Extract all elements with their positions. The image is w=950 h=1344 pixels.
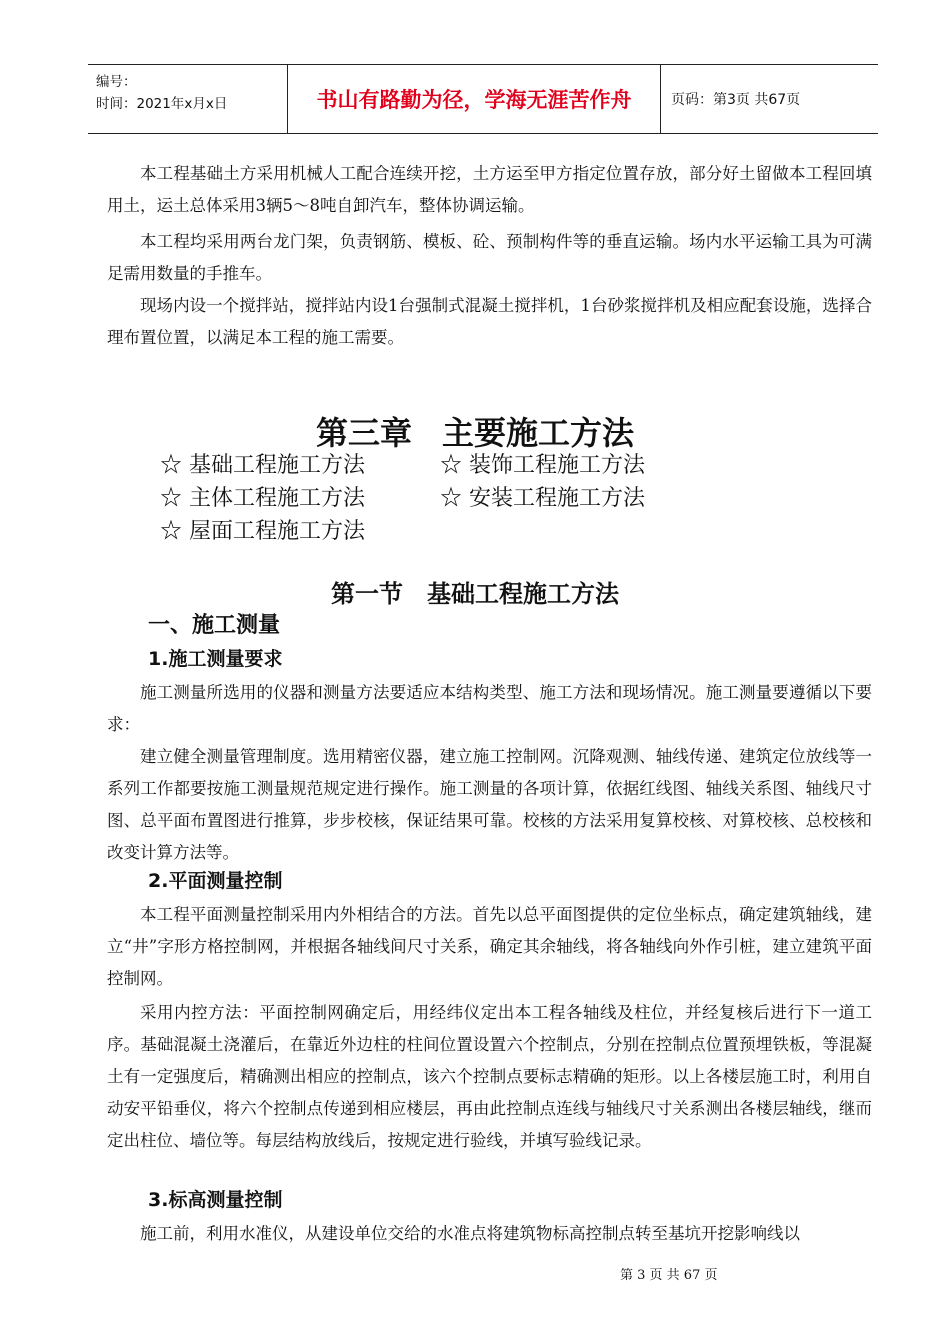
header-time: 时间：2021年x月x日	[96, 96, 228, 112]
chapter-name: 主要施工方法	[442, 414, 635, 452]
paragraph: 采用内控方法：平面控制网确定后，用经纬仪定出本工程各轴线及柱位，并经复核后进行下一道工序。基础混凝土浇灌后，在靠近外边柱的柱间位置设置六个控制点，分别在控制点位置预埋铁板，等混凝土有一定强度后，精确测出相应的控制点，该六个控制点要标志精确的矩形。以上各楼层施工时，利用自动安平铅垂仪，将六个控制点传递到相应楼层，再由此控制点连线与轴线尺寸关系测出各楼层轴线，继而定出柱位、墙位等。每层结构放线后，按规定进行验线，并填写验线记录。	[107, 1003, 872, 1150]
header-motto: 书山有路勤为径，学海无涯苦作舟	[288, 65, 661, 133]
header-number: 编号：	[96, 74, 137, 90]
subsection-heading: 一、施工测量	[148, 612, 281, 638]
paragraph: 施工测量所选用的仪器和测量方法要适应本结构类型、施工方法和现场情况。施工测量要遵循以下要求：	[107, 683, 872, 734]
section-title	[0, 574, 950, 609]
header-meta	[88, 65, 288, 133]
paragraph: 本工程基础土方采用机械人工配合连续开挖，土方运至甲方指定位置存放，部分好土留做本工程回填用土，运土总体采用3辆5～8吨自卸汽车，整体协调运输。	[107, 164, 872, 215]
page-header	[88, 64, 878, 134]
item-heading: 1.施工测量要求	[148, 648, 283, 670]
paragraph: 本工程均采用两台龙门架，负责钢筋、模板、砼、预制构件等的垂直运输。场内水平运输工具为可满足需用数量的手推车。	[107, 232, 872, 283]
toc-item: ☆ 基础工程施工方法	[160, 453, 365, 478]
chapter-number: 第三章	[315, 414, 412, 452]
page-footer: 第 3 页 共 67 页	[620, 1268, 718, 1283]
item-heading: 3.标高测量控制	[148, 1189, 283, 1211]
paragraph: 施工前，利用水准仪，从建设单位交给的水准点将建筑物标高控制点转至基坑开挖影响线以	[140, 1224, 800, 1243]
paragraph: 现场内设一个搅拌站，搅拌站内设1台强制式混凝土搅拌机，1台砂浆搅拌机及相应配套设施，选择合理布置位置，以满足本工程的施工需要。	[107, 296, 872, 347]
section-name: 基础工程施工方法	[427, 579, 619, 608]
toc-item: ☆ 安装工程施工方法	[440, 486, 645, 511]
header-page-info: 页码：第3页 共67页	[671, 92, 801, 108]
paragraph: 建立健全测量管理制度。选用精密仪器，建立施工控制网。沉降观测、轴线传递、建筑定位放线等一系列工作都要按施工测量规范规定进行操作。施工测量的各项计算，依据红线图、轴线关系图、轴线尺寸图、总平面布置图进行推算，步步校核，保证结果可靠。校核的方法采用复算校核、对算校核、总校核和改变计算方法等。	[107, 747, 872, 862]
paragraph: 本工程平面测量控制采用内外相结合的方法。首先以总平面图提供的定位坐标点，确定建筑轴线，建立“井”字形方格控制网，并根据各轴线间尺寸关系，确定其余轴线，将各轴线向外作引桩，建立建筑平面控制网。	[107, 905, 872, 988]
toc-item: ☆ 屋面工程施工方法	[160, 519, 365, 544]
toc-item: ☆ 主体工程施工方法	[160, 486, 365, 511]
toc-item: ☆ 装饰工程施工方法	[440, 453, 645, 478]
section-number: 第一节	[331, 579, 403, 608]
item-heading: 2.平面测量控制	[148, 870, 283, 892]
